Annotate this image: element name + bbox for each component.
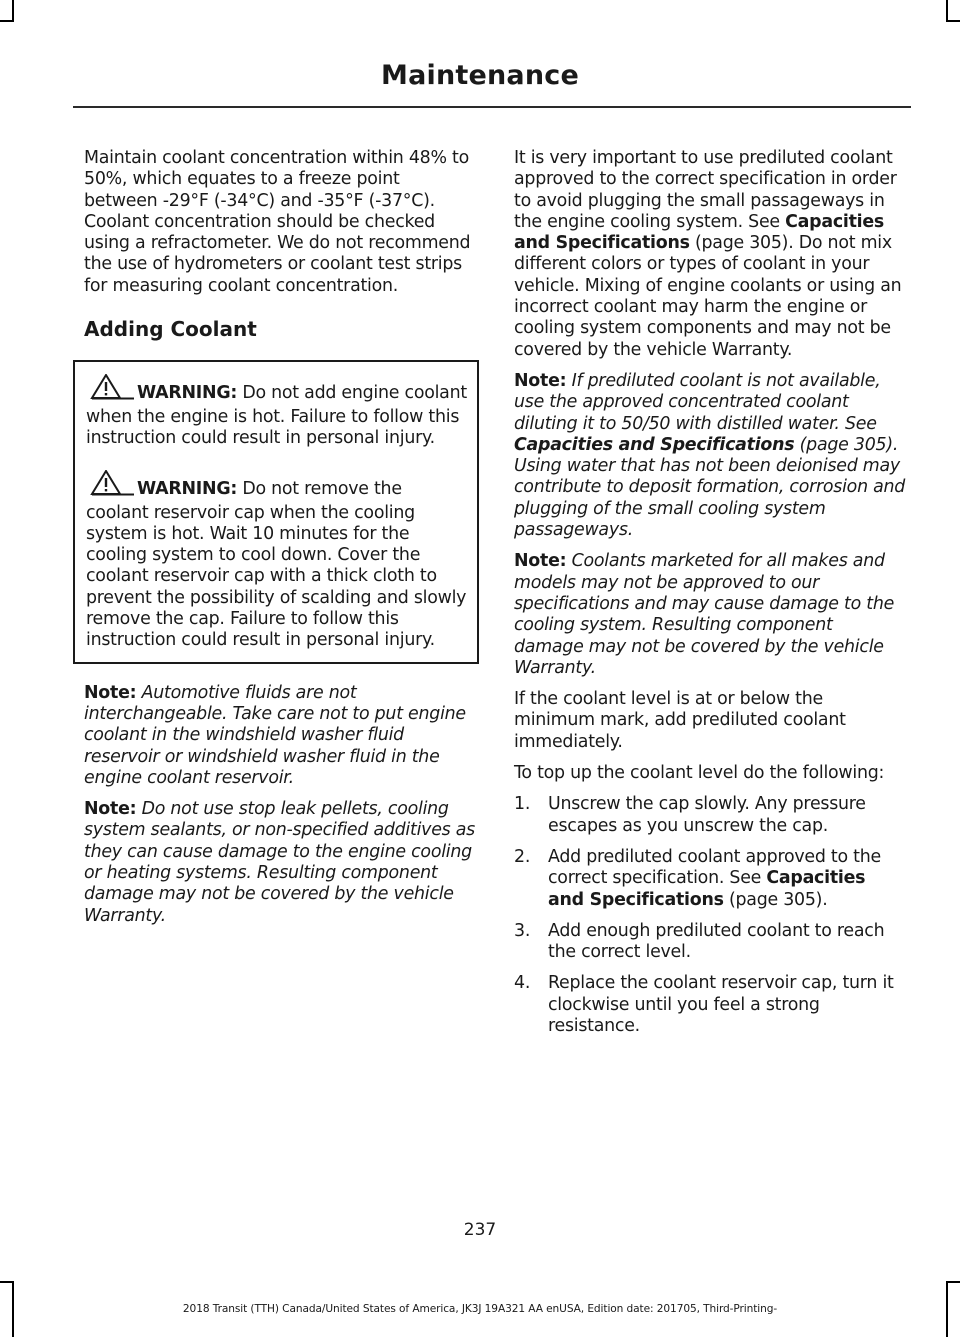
right-column: [514, 148, 906, 1047]
note-label: Note:: [514, 370, 567, 391]
left-column: [84, 148, 476, 937]
crop-mark: [946, 20, 960, 22]
list-item: [514, 794, 906, 837]
footer-edition: 2018 Transit (TTH) Canada/United States of America, JK3J 19A321 AA enUSA, Edition date: 201705, Third-Printing-: [182, 1303, 778, 1315]
page-number: 237: [463, 1220, 497, 1240]
capacities-link[interactable]: Capacities and Specifications: [514, 211, 885, 254]
crop-mark: [946, 0, 948, 22]
step-text: (page 305).: [723, 889, 828, 910]
paragraph-text: (page 305). Do not mix different colors or types of coolant in your vehicle. Mixing of engine coolants or using an incorrect coolant may harm the engine or cooling system components and may not be covered by the vehicle Warranty.: [514, 233, 902, 360]
note-3: [514, 371, 906, 541]
top-up-paragraph: To top up the coolant level do the following:: [514, 763, 885, 784]
warning-triangle-icon: [90, 470, 136, 502]
warning-text: Do not add engine coolant when the engine is hot. Failure to follow this instruction could result in personal injury.: [86, 383, 467, 448]
page-title: Maintenance: [381, 60, 579, 91]
step-text: Replace the coolant reservoir cap, turn it clockwise until you feel a strong resistance.: [548, 973, 894, 1036]
note-text: If prediluted coolant is not available, use the approved concentrated coolant diluting it to 50/50 with distilled water. See: [514, 370, 881, 434]
note-label: Note:: [514, 551, 567, 572]
warning-1: [86, 374, 467, 449]
note-1: [84, 683, 476, 789]
step-number: 2.: [514, 846, 531, 867]
capacities-link[interactable]: Capacities and Specifications: [514, 434, 795, 455]
steps-list: [514, 794, 906, 1037]
warning-label: WARNING:: [137, 479, 238, 500]
prediluted-paragraph: [514, 148, 906, 361]
warning-box: [73, 360, 479, 663]
coolant-level-paragraph: If the coolant level is at or below the minimum mark, add prediluted coolant immediately.: [514, 689, 846, 752]
note-text: (page 305). Using water that has not been deionised may contribute to deposit formation, corrosion and plugging of the small cooling system passageways.: [514, 434, 906, 541]
capacities-link[interactable]: Capacities and Specifications: [548, 868, 866, 910]
step-number: 3.: [514, 920, 531, 941]
list-item: [514, 973, 906, 1037]
note-4: [514, 551, 906, 679]
crop-mark: [946, 1281, 960, 1283]
step-text: Add prediluted coolant approved to the correct specification. See: [548, 846, 881, 889]
warning-triangle-icon: [90, 374, 136, 406]
step-text: Add enough prediluted coolant to reach the correct level.: [548, 920, 885, 963]
warning-text: Do not remove the coolant reservoir cap when the cooling system is hot. Wait 10 minutes for the cooling system to cool down. Cover the coolant reservoir cap with a thick cloth to prevent the possibility of scalding and slowly remove the cap. Failure to follow this instruction could result in personal injury.: [86, 479, 467, 651]
intro-paragraph: Maintain coolant concentration within 48% to 50%, which equates to a freeze point between -29°F (-34°C) and -35°F (-37°C). Coolant concentration should be checked using a refractometer. We do not recommend the use of hydrometers or coolant test strips for measuring coolant concentration.: [84, 148, 471, 296]
step-number: 4.: [514, 973, 531, 994]
list-item: [514, 921, 906, 964]
step-text: Unscrew the cap slowly. Any pressure escapes as you unscrew the cap.: [548, 794, 866, 836]
warning-label: WARNING:: [137, 383, 238, 404]
warning-2: [86, 470, 467, 651]
header-divider: [73, 106, 911, 108]
crop-mark: [0, 1281, 14, 1283]
note-label: Note:: [84, 682, 137, 703]
note-text: Do not use stop leak pellets, cooling system sealants, or non-specified additives as they can cause damage to the engine cooling or heating systems. Resulting component damage may not be covered by the vehicle Warranty.: [84, 799, 475, 926]
note-text: Automotive fluids are not interchangeable. Take care not to put engine coolant in the windshield washer fluid reservoir or windshield washer fluid in the engine coolant reservoir.: [84, 682, 466, 788]
section-heading: Adding Coolant: [84, 317, 257, 342]
crop-mark: [0, 20, 14, 22]
note-2: [84, 799, 476, 927]
crop-mark: [12, 0, 14, 22]
note-label: Note:: [84, 799, 137, 820]
step-number: 1.: [514, 794, 531, 815]
paragraph-text: It is very important to use prediluted coolant approved to the correct specification in order to avoid plugging the small passageways in the engine cooling system. See: [514, 148, 897, 232]
note-text: Coolants marketed for all makes and models may not be approved to our specifications and may cause damage to the cooling system. Resulting component damage may not be covered by the vehicle Warranty.: [514, 551, 895, 678]
list-item: [514, 847, 906, 911]
